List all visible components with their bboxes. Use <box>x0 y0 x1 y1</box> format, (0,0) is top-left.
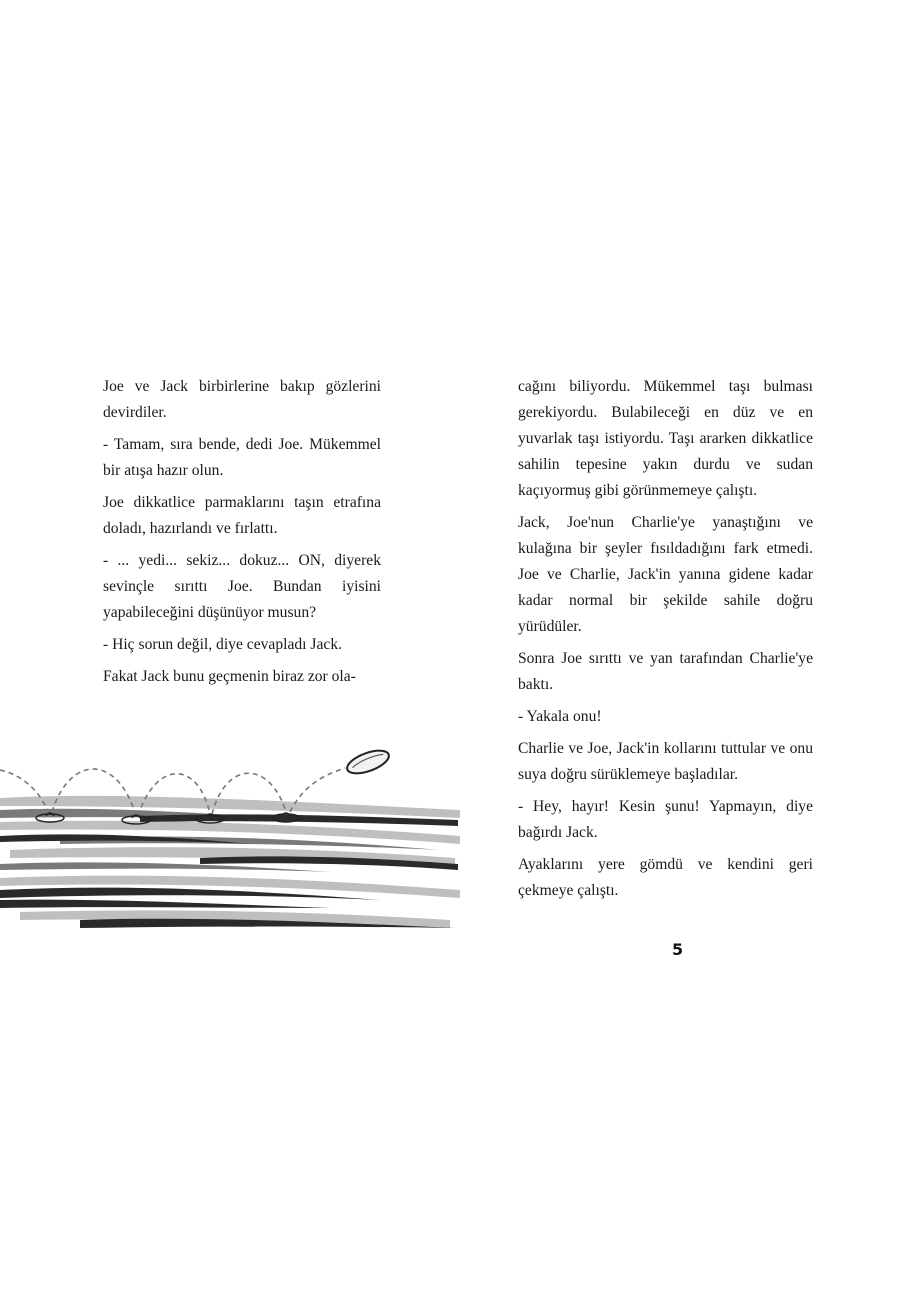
paragraph: - Yakala onu! <box>518 708 602 725</box>
paragraph: Charlie ve Joe, Jack'in kollarını tuttular ve onu suya doğru sürüklemeye başladılar. <box>518 740 813 783</box>
water-illustration-icon <box>0 740 460 950</box>
skipping-stone-illustration <box>0 740 460 950</box>
paragraph: Joe ve Jack birbirlerine bakıp gözlerini devirdiler. <box>103 378 381 421</box>
page-number: 5 <box>672 940 684 959</box>
paragraph: - Hey, hayır! Kesin şunu! Yapmayın, diye bağırdı Jack. <box>518 798 813 841</box>
paragraph: Jack, Joe'nun Charlie'ye yanaştığını ve kulağına bir şeyler fısıldadığını fark etmedi. Joe ve Charlie, Jack'in yanına gidene kadar kadar normal bir şekilde sahile doğru yürüdüler. <box>518 514 813 635</box>
paragraph: Fakat Jack bunu geçmenin biraz zor ola- <box>103 668 356 685</box>
paragraph: - Hiç sorun değil, diye cevapladı Jack. <box>103 636 343 653</box>
paragraph: Sonra Joe sırıttı ve yan tarafından Charlie'ye baktı. <box>518 650 813 693</box>
paragraph: - ... yedi... sekiz... dokuz... ON, diyerek sevinçle sırıttı Joe. Bundan iyisini yapabileceğini düşünüyor musun? <box>103 552 381 621</box>
left-text-column <box>103 374 381 696</box>
paragraph: - Tamam, sıra bende, dedi Joe. Mükemmel bir atışa hazır olun. <box>103 436 381 479</box>
paragraph: Joe dikkatlice parmaklarını taşın etrafına doladı, hazırlandı ve fırlattı. <box>103 494 381 537</box>
paragraph: Ayaklarını yere gömdü ve kendini geri çekmeye çalıştı. <box>518 856 813 899</box>
paragraph: cağını biliyordu. Mükemmel taşı bulması gerekiyordu. Bulabileceği en düz ve en yuvarlak taşı istiyordu. Taşı ararken dikkatlice sahilin tepesine yakın durdu ve sudan kaçıyormuş gibi görünmemeye çalıştı. <box>518 378 813 499</box>
right-text-column <box>518 374 813 910</box>
